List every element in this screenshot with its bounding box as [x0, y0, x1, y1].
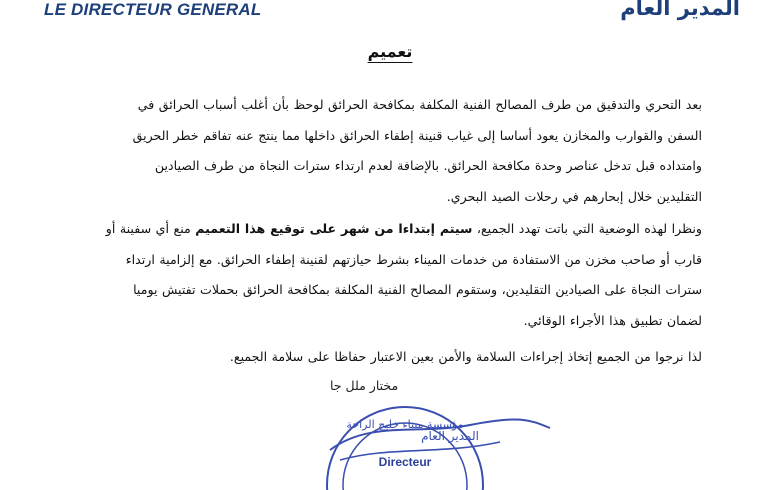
paragraph-line: لذا نرجوا من الجميع إتخاذ إجراءات السلامة والأمن بعين الاعتبار حفاظا على سلامة الجميع. — [229, 349, 702, 364]
header-title-ar: المدير العام — [620, 0, 740, 20]
paragraph-line: وامتداده قبل تدخل عناصر وحدة مكافحة الحرائق. بالإضافة لعدم ارتداء سترات النجاة من طرف الصيادين — [154, 158, 702, 173]
paragraph-line — [96, 214, 702, 245]
paragraph-line: سترات النجاة على الصيادين التقليدين، وستقوم المصالح الفنية المكلفة بمكافحة الحرائق بحملات تفتيش يوميا — [133, 282, 702, 297]
document-heading — [0, 42, 780, 61]
emphasis-text: سيتم إبتداءا من شهر على توقيع هذا التعميم — [195, 221, 473, 236]
official-stamp — [300, 380, 560, 490]
signature-name: مختار ملل جا — [330, 378, 399, 393]
heading-text: تعميم — [367, 42, 413, 61]
paragraph-3 — [96, 342, 702, 373]
header-title-fr: LE DIRECTEUR GENERAL — [44, 0, 262, 19]
paragraph-line: لضمان تطبيق هذا الأجراء الوقائي. — [523, 312, 702, 328]
paragraph-line: التقليدين خلال إبحارهم في رحلات الصيد البحري. — [446, 188, 702, 204]
stamp-label-fr: Directeur — [378, 455, 432, 469]
paragraph-line: بعد التحري والتدقيق من طرف المصالح الفنية المكلفة بمكافحة الحرائق لوحظ بأن أغلب أسباب الحرائق في — [137, 97, 702, 112]
paragraph-1 — [96, 90, 702, 212]
paragraph-2 — [96, 214, 702, 336]
stamp-org-text: مؤسسة ميناء خليج الراحة — [346, 418, 464, 431]
paragraph-line: قارب أو صاحب مخزن من الاستفادة من خدمات الميناء بشرط حيازتهم لقنينة إطفاء الحرائق. مع إلزامية ارتداء — [125, 251, 702, 267]
paragraph-text: منع أي سفينة أو — [105, 221, 191, 236]
paragraph-line: السفن والقوارب والمخازن يعود أساسا إلى غياب قنينة إطفاء الحرائق داخلها مما ينتج عنه تفاقم خطر الحريق — [132, 127, 702, 143]
paragraph-text: ونظرا لهذه الوضعية التي باتت تهدد الجميع، — [476, 221, 702, 236]
stamp-title-text: المدير العام — [421, 429, 479, 443]
